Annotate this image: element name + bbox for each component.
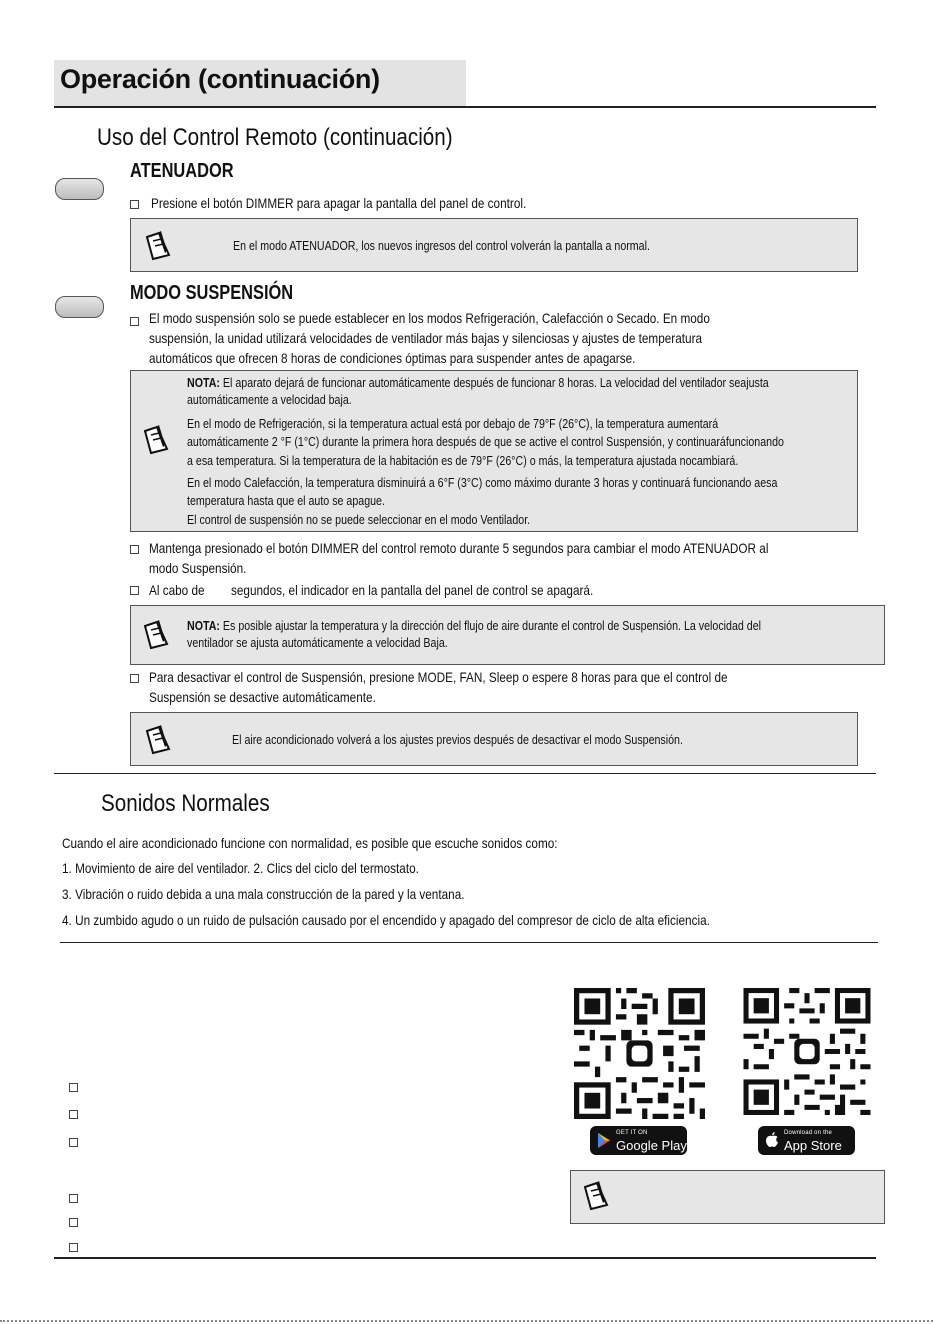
note-label: NOTA: bbox=[187, 618, 220, 633]
note-icon bbox=[581, 1179, 611, 1211]
bullet-square-icon bbox=[69, 1110, 78, 1119]
bullet-square-icon bbox=[130, 674, 139, 683]
badge-small-text: Download on the bbox=[784, 1130, 833, 1136]
sleep-bullet4-line: Suspensión se desactive automáticamente. bbox=[149, 689, 376, 705]
sounds-intro: Cuando el aire acondicionado funcione con normalidad, es posible que escuche sonidos como: bbox=[62, 835, 558, 851]
note-line: ventilador se ajusta automáticamente a velocidad Baja. bbox=[187, 635, 448, 650]
page-title: Operación (continuación) bbox=[60, 64, 380, 94]
note-icon bbox=[143, 229, 173, 261]
section-rule bbox=[60, 942, 878, 943]
note-line: El control de suspensión no se puede seleccionar en el modo Ventilador. bbox=[187, 512, 531, 527]
google-play-icon bbox=[597, 1133, 611, 1148]
note-text: El aire acondicionado volverá a los ajustes previos después de desactivar el modo Suspensión. bbox=[232, 732, 683, 747]
note-box-app bbox=[570, 1170, 885, 1224]
sleep-bullet3-start: Al cabo de bbox=[149, 582, 205, 598]
sleep-bullet2-line: Mantenga presionado el botón DIMMER del control remoto durante 5 segundos para cambiar el modo ATENUADOR al bbox=[149, 540, 769, 556]
bullet-square-icon bbox=[130, 317, 139, 326]
footer-rule bbox=[54, 1257, 876, 1259]
note-label: NOTA: bbox=[187, 375, 220, 390]
google-play-badge[interactable] bbox=[590, 1126, 687, 1155]
sleep-bullet-line: suspensión, la unidad utilizará velocidades de ventilador más bajas y silenciosas y ajustes de temperatura bbox=[149, 330, 703, 346]
note-box-sleep bbox=[130, 370, 858, 532]
note-box-sleep-adjust bbox=[130, 605, 885, 665]
page-edge-dotted bbox=[0, 1320, 933, 1322]
sleep-bullet-line: automáticos que ofrecen 8 horas de condiciones óptimas para suspender antes de apagarse. bbox=[149, 350, 636, 366]
bullet-square-icon bbox=[69, 1138, 78, 1147]
sounds-item: 3. Vibración o ruido debida a una mala construcción de la pared y la ventana. bbox=[62, 886, 465, 902]
qr-code-app-store[interactable] bbox=[741, 988, 873, 1115]
sleep-bullet3-end: segundos, el indicador en la pantalla del panel de control se apagará. bbox=[231, 582, 594, 598]
badge-big-text: App Store bbox=[784, 1138, 842, 1153]
note-line: temperatura hasta que el auto se apague. bbox=[187, 493, 385, 508]
note-line: En el modo de Refrigeración, si la temperatura actual está por debajo de 79°F (26°C), la temperatura aumentará bbox=[187, 416, 719, 431]
note-text: En el modo ATENUADOR, los nuevos ingresos del control volverán la pantalla a normal. bbox=[233, 238, 650, 253]
bullet-square-icon bbox=[69, 1218, 78, 1227]
qr-code-google-play[interactable] bbox=[573, 988, 706, 1119]
sleep-button-icon bbox=[55, 296, 104, 318]
note-icon bbox=[143, 723, 173, 755]
note-line: automáticamente a velocidad baja. bbox=[187, 392, 352, 407]
bullet-square-icon bbox=[69, 1083, 78, 1092]
note-line: En el modo Calefacción, la temperatura disminuirá a 6°F (3°C) como máximo durante 3 horas y continuará funcionando aesa bbox=[187, 475, 778, 490]
note-line: a esa temperatura. Si la temperatura de la habitación es de 79°F (26°C) o más, la temperatura ajustada nocambiará. bbox=[187, 453, 739, 468]
header-rule bbox=[54, 106, 876, 108]
note-box-dimmer bbox=[130, 218, 858, 272]
note-text: Es posible ajustar la temperatura y la dirección del flujo de aire durante el control de Suspensión. La velocidad del bbox=[219, 618, 761, 633]
app-store-badge[interactable] bbox=[758, 1126, 855, 1155]
note-icon bbox=[141, 423, 171, 455]
sounds-item: 1. Movimiento de aire del ventilador. 2. Clics del ciclo del termostato. bbox=[62, 860, 419, 876]
note-icon bbox=[141, 618, 171, 650]
sleep-title: MODO SUSPENSIÓN bbox=[130, 282, 294, 304]
sleep-bullet4-line: Para desactivar el control de Suspensión, presione MODE, FAN, Sleep o espere 8 horas para que el control de bbox=[149, 669, 728, 685]
sounds-item: 4. Un zumbido agudo o un ruido de pulsación causado por el encendido y apagado del compresor de ciclo de alta eficiencia. bbox=[62, 912, 710, 928]
section-rule bbox=[54, 773, 876, 774]
badge-big-text: Google Play bbox=[616, 1138, 687, 1153]
dimmer-title: ATENUADOR bbox=[130, 160, 234, 182]
note-line: automáticamente 2 °F (1°C) durante la primera hora después de que se active el control Suspensión, y continuaráfuncionando bbox=[187, 434, 784, 449]
dimmer-button-icon bbox=[55, 178, 104, 200]
bullet-square-icon bbox=[69, 1194, 78, 1203]
sounds-title: Sonidos Normales bbox=[101, 790, 270, 817]
bullet-square-icon bbox=[69, 1243, 78, 1252]
apple-icon bbox=[766, 1132, 778, 1147]
bullet-square-icon bbox=[130, 586, 139, 595]
note-box-sleep-exit bbox=[130, 712, 858, 766]
bullet-square-icon bbox=[130, 200, 139, 209]
dimmer-bullet: Presione el botón DIMMER para apagar la pantalla del panel de control. bbox=[151, 195, 527, 211]
note-text: El aparato dejará de funcionar automáticamente después de funcionar 8 horas. La velocidad del ventilador seajusta bbox=[219, 375, 769, 390]
sleep-bullet-line: El modo suspensión solo se puede establecer en los modos Refrigeración, Calefacción o Secado. En modo bbox=[149, 310, 710, 326]
badge-small-text: GET IT ON bbox=[616, 1130, 648, 1136]
sleep-bullet2-line: modo Suspensión. bbox=[149, 560, 247, 576]
bullet-square-icon bbox=[130, 545, 139, 554]
section-title-remote: Uso del Control Remoto (continuación) bbox=[97, 124, 453, 151]
